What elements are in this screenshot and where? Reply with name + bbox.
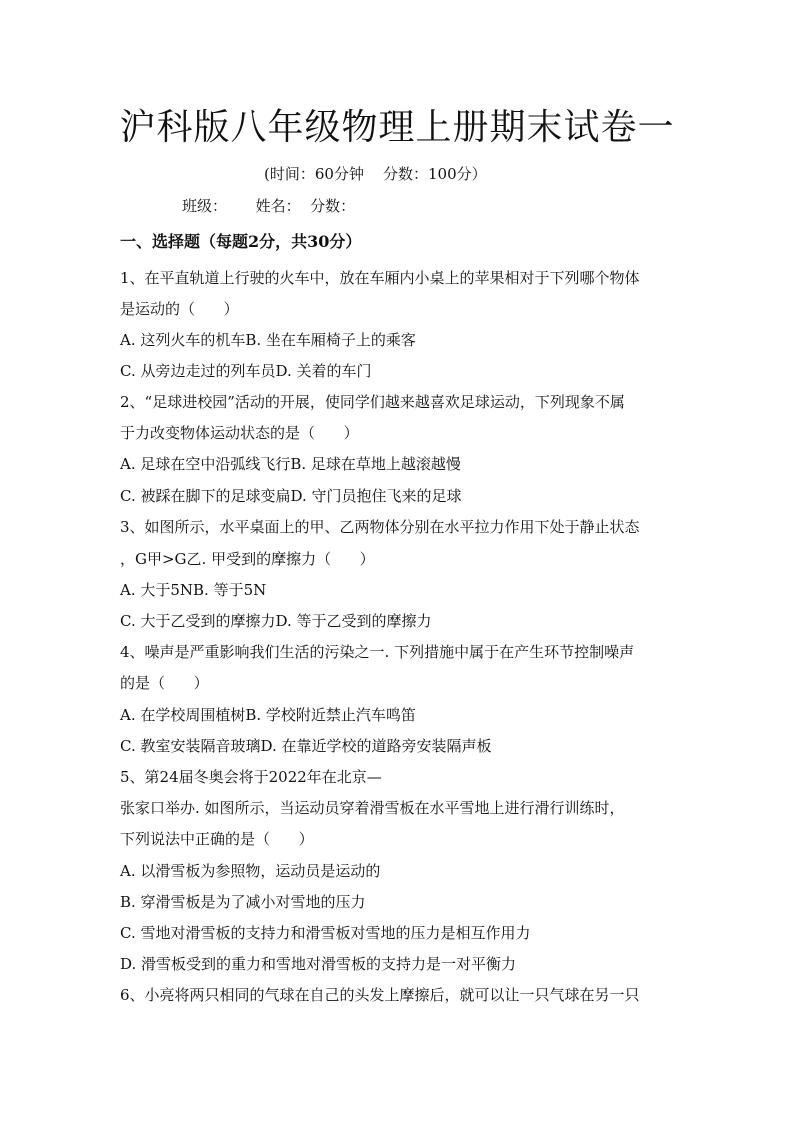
student-info-line: 班级： 姓名： 分数： xyxy=(182,197,356,215)
question-5-option-d: D. 滑雪板受到的重力和雪地对滑雪板的支持力是一对平衡力 xyxy=(120,955,517,973)
question-1-options-ab: A. 这列火车的机车B. 坐在车厢椅子上的乘客 xyxy=(120,331,416,349)
question-3-options-ab: A. 大于5NB. 等于5N xyxy=(120,581,267,599)
question-1-options-cd: C. 从旁边走过的列车员D. 关着的车门 xyxy=(120,362,372,380)
question-2-options-ab: A. 足球在空中沿弧线飞行B. 足球在草地上越滚越慢 xyxy=(120,455,461,473)
question-4-options-ab: A. 在学校周围植树B. 学校附近禁止汽车鸣笛 xyxy=(120,706,416,724)
question-3-text: 3、如图所示，水平桌面上的甲、乙两物体分别在水平拉力作用下处于静止状态 xyxy=(120,518,640,536)
question-3-options-cd: C. 大于乙受到的摩擦力D. 等于乙受到的摩擦力 xyxy=(120,612,432,630)
question-4-text: 4、噪声是严重影响我们生活的污染之一. 下列措施中属于在产生环节控制噪声 xyxy=(120,643,635,661)
question-1-text: 1、在平直轨道上行驶的火车中，放在车厢内小桌上的苹果相对于下列哪个物体 xyxy=(120,269,640,287)
question-5-option-c: C. 雪地对滑雪板的支持力和滑雪板对雪地的压力是相互作用力 xyxy=(120,924,531,942)
question-2-text: 2、“足球进校园”活动的开展，使同学们越来越喜欢足球运动，下列现象不属 xyxy=(120,393,625,411)
question-4-options-cd: C. 教室安装隔音玻璃D. 在靠近学校的道路旁安装隔声板 xyxy=(120,737,492,755)
question-6-text: 6、小亮将两只相同的气球在自己的头发上摩擦后，就可以让一只气球在另一只 xyxy=(120,986,640,1004)
question-3-text-cont: ，G甲>G乙. 甲受到的摩擦力（ ） xyxy=(120,550,375,568)
question-5-option-b: B. 穿滑雪板是为了减小对雪地的压力 xyxy=(120,893,366,911)
question-2-options-cd: C. 被踩在脚下的足球变扁D. 守门员抱住飞来的足球 xyxy=(120,487,462,505)
exam-time-and-score: (时间：60分钟 分数：100分） xyxy=(264,165,487,183)
page-title: 沪科版八年级物理上册期末试卷一 xyxy=(119,107,675,148)
question-4-text-cont: 的是（ ） xyxy=(120,674,209,692)
question-5-text: 5、第24届冬奥会将于2022年在北京— xyxy=(120,768,382,786)
question-5-text-cont-2: 下列说法中正确的是（ ） xyxy=(120,830,314,848)
question-5-option-a: A. 以滑雪板为参照物，运动员是运动的 xyxy=(120,862,381,880)
question-1-text-cont: 是运动的（ ） xyxy=(120,300,239,318)
section-heading: 一、选择题（每题2分，共30分） xyxy=(120,232,362,251)
question-2-text-cont: 于力改变物体运动状态的是（ ） xyxy=(120,424,359,442)
question-5-text-cont: 张家口举办. 如图所示，当运动员穿着滑雪板在水平雪地上进行滑行训练时， xyxy=(120,799,625,817)
